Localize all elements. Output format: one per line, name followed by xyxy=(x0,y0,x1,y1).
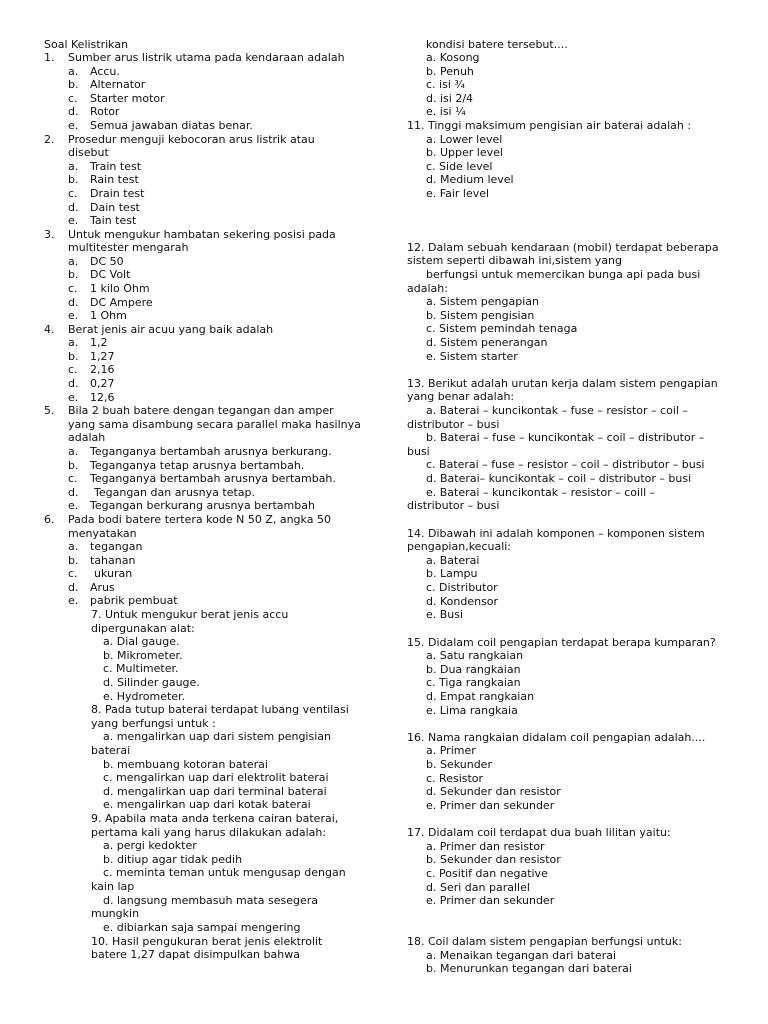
item-text: tahanan xyxy=(90,554,136,567)
item-text: pabrik pembuat xyxy=(90,594,178,607)
item-text: e. Sistem starter xyxy=(426,350,518,363)
item-marker: c. xyxy=(68,567,78,580)
item-text: Semua jawaban diatas benar. xyxy=(90,119,253,132)
item-text: disebut xyxy=(68,146,109,159)
item-marker: c. xyxy=(68,363,78,376)
item-text: 1,27 xyxy=(90,350,115,363)
item-marker: c. xyxy=(68,187,78,200)
item-text: Rotor xyxy=(90,105,120,118)
item-text: menyatakan xyxy=(68,527,137,540)
item-text: b. Upper level xyxy=(426,146,503,159)
item-marker: 3. xyxy=(44,228,55,241)
item-text: Dain test xyxy=(90,201,140,214)
item-text: a. Primer dan resistor xyxy=(426,840,545,853)
item-text: ukuran xyxy=(94,567,133,580)
item-marker: b. xyxy=(68,78,79,91)
item-text: DC Ampere xyxy=(90,296,153,309)
item-marker: c. xyxy=(68,472,78,485)
item-text: yang berfungsi untuk : xyxy=(91,717,216,730)
item-text: 17. Didalam coil terdapat dua buah lilitan yaitu: xyxy=(407,826,671,839)
item-text: mungkin xyxy=(91,907,140,920)
item-text: d. Silinder gauge. xyxy=(103,676,200,689)
item-text: d. mengalirkan uap dari terminal baterai xyxy=(103,785,327,798)
item-text: e. Hydrometer. xyxy=(103,690,186,703)
item-text: Teganganya bertambah arusnya bertambah. xyxy=(90,472,336,485)
item-text: a. Lower level xyxy=(426,133,503,146)
item-text: 2,16 xyxy=(90,363,115,376)
item-text: c. isi ¾ xyxy=(426,78,466,91)
item-text: d. Sistem penerangan xyxy=(426,336,548,349)
item-text: a. Satu rangkaian xyxy=(426,649,524,662)
item-text: b. Mikrometer. xyxy=(103,649,183,662)
item-marker: 1. xyxy=(44,51,55,64)
item-text: d. Empat rangkaian xyxy=(426,690,535,703)
item-text: pengapian,kecuali: xyxy=(407,540,512,553)
item-text: a. mengalirkan uap dari sistem pengisian xyxy=(103,730,331,743)
item-text: b. Dua rangkaian xyxy=(426,663,521,676)
item-text: c. meminta teman untuk mengusap dengan xyxy=(103,866,346,879)
item-marker: c. xyxy=(68,282,78,295)
item-text: Bila 2 buah batere dengan tegangan dan amper xyxy=(68,404,334,417)
item-text: Sumber arus listrik utama pada kendaraan adalah xyxy=(68,51,345,64)
item-marker: a. xyxy=(68,336,79,349)
item-marker: b. xyxy=(68,459,79,472)
item-text: 9. Apabila mata anda terkena cairan baterai, xyxy=(91,812,339,825)
item-text: Pada bodi batere tertera kode N 50 Z, angka 50 xyxy=(68,513,331,526)
item-text: a. Kosong xyxy=(426,51,480,64)
item-text: c. Distributor xyxy=(426,581,498,594)
item-text: Arus xyxy=(90,581,115,594)
item-text: Tegangan dan arusnya tetap. xyxy=(94,486,255,499)
item-marker: e. xyxy=(68,119,79,132)
item-text: baterai xyxy=(91,744,131,757)
item-text: 16. Nama rangkaian didalam coil pengapian adalah.... xyxy=(407,731,706,744)
item-text: d. Seri dan parallel xyxy=(426,881,530,894)
item-marker: a. xyxy=(68,65,79,78)
item-text: Rain test xyxy=(90,173,139,186)
item-text: a. Baterai – kuncikontak – fuse – resistor – coil – xyxy=(426,404,688,417)
item-text: dipergunakan alat: xyxy=(91,622,195,635)
item-marker: b. xyxy=(68,350,79,363)
item-text: Train test xyxy=(90,160,142,173)
item-text: d. langsung membasuh mata sesegera xyxy=(103,894,318,907)
item-text: Tegangan berkurang arusnya bertambah xyxy=(90,499,315,512)
item-text: 1 Ohm xyxy=(90,309,127,322)
item-marker: e. xyxy=(68,309,79,322)
item-marker: d. xyxy=(68,486,79,499)
item-marker: c. xyxy=(68,92,78,105)
item-text: a. pergi kedokter xyxy=(103,839,197,852)
item-marker: e. xyxy=(68,499,79,512)
item-text: c. Sistem pemindah tenaga xyxy=(426,322,578,335)
item-text: c. Tiga rangkaian xyxy=(426,676,521,689)
item-text: b. Baterai – fuse – kuncikontak – coil – distributor – xyxy=(426,431,705,444)
item-text: tegangan xyxy=(90,540,143,553)
item-text: b. Penuh xyxy=(426,65,474,78)
item-text: 10. Hasil pengukuran berat jenis elektrolit xyxy=(91,935,323,948)
item-marker: e. xyxy=(68,594,79,607)
item-text: d. Baterai– kuncikontak – coil – distributor – busi xyxy=(426,472,692,485)
item-text: Tain test xyxy=(90,214,137,227)
item-text: yang benar adalah: xyxy=(407,390,515,403)
item-text: e. Primer dan sekunder xyxy=(426,799,555,812)
item-text: 7. Untuk mengukur berat jenis accu xyxy=(91,608,289,621)
item-text: berfungsi untuk memercikan bunga api pada busi xyxy=(426,268,701,281)
item-text: kain lap xyxy=(91,880,135,893)
item-text: adalah xyxy=(68,431,106,444)
item-text: 0,27 xyxy=(90,377,115,390)
item-text: Berat jenis air acuu yang baik adalah xyxy=(68,323,274,336)
item-marker: a. xyxy=(68,160,79,173)
item-marker: d. xyxy=(68,105,79,118)
item-text: e. Primer dan sekunder xyxy=(426,894,555,907)
item-text: pertama kali yang harus dilakukan adalah: xyxy=(91,826,327,839)
item-text: DC 50 xyxy=(90,255,124,268)
item-marker: e. xyxy=(68,391,79,404)
item-text: Drain test xyxy=(90,187,145,200)
item-text: b. Sistem pengisian xyxy=(426,309,535,322)
item-text: yang sama disambung secara parallel maka hasilnya xyxy=(68,418,361,431)
item-text: c. mengalirkan uap dari elektrolit baterai xyxy=(103,771,329,784)
item-marker: b. xyxy=(68,268,79,281)
item-marker: a. xyxy=(68,255,79,268)
item-text: a. Primer xyxy=(426,744,476,757)
item-text: b. Menurunkan tegangan dari baterai xyxy=(426,962,632,975)
item-text: b. Lampu xyxy=(426,567,478,580)
item-text: 11. Tinggi maksimum pengisian air baterai adalah : xyxy=(407,119,692,132)
item-text: c. Side level xyxy=(426,160,493,173)
item-marker: 6. xyxy=(44,513,55,526)
item-text: d. Kondensor xyxy=(426,595,499,608)
item-text: b. membuang kotoran baterai xyxy=(103,758,268,771)
item-marker: b. xyxy=(68,554,79,567)
item-text: c. Multimeter. xyxy=(103,662,179,675)
item-text: DC Volt xyxy=(90,268,131,281)
item-text: a. Menaikan tegangan dari baterai xyxy=(426,949,617,962)
item-text: Untuk mengukur hambatan sekering posisi pada xyxy=(68,228,336,241)
item-text: d. isi 2/4 xyxy=(426,92,474,105)
item-text: Alternator xyxy=(90,78,146,91)
item-text: e. mengalirkan uap dari kotak baterai xyxy=(103,798,311,811)
item-text: d. Medium level xyxy=(426,173,514,186)
item-marker: d. xyxy=(68,377,79,390)
item-text: 1 kilo Ohm xyxy=(90,282,150,295)
item-text: e. Busi xyxy=(426,608,464,621)
item-text: Starter motor xyxy=(90,92,165,105)
item-marker: 5. xyxy=(44,404,55,417)
item-text: Soal Kelistrikan xyxy=(44,38,129,51)
item-marker: a. xyxy=(68,445,79,458)
item-text: e. Baterai – kuncikontak – resistor – coill – xyxy=(426,486,656,499)
item-text: 14. Dibawah ini adalah komponen – komponen sistem xyxy=(407,527,705,540)
item-text: 1,2 xyxy=(90,336,108,349)
item-text: 8. Pada tutup baterai terdapat lubang ventilasi xyxy=(91,703,349,716)
item-text: 15. Didalam coil pengapian terdapat berapa kumparan? xyxy=(407,636,716,649)
item-text: 12,6 xyxy=(90,391,115,404)
item-text: e. Fair level xyxy=(426,187,490,200)
item-text: a. Baterai xyxy=(426,554,480,567)
item-text: a. Dial gauge. xyxy=(103,635,180,648)
item-text: batere 1,27 dapat disimpulkan bahwa xyxy=(91,948,300,961)
item-text: d. Sekunder dan resistor xyxy=(426,785,561,798)
item-text: a. Sistem pengapian xyxy=(426,295,539,308)
item-text: distributor – busi xyxy=(407,418,500,431)
item-text: Teganganya tetap arusnya bertambah. xyxy=(90,459,305,472)
item-text: c. Baterai – fuse – resistor – coil – distributor – busi xyxy=(426,458,705,471)
item-text: 18. Coil dalam sistem pengapian berfungsi untuk: xyxy=(407,935,682,948)
item-text: b. Sekunder xyxy=(426,758,492,771)
item-text: adalah: xyxy=(407,282,448,295)
item-marker: b. xyxy=(68,173,79,186)
item-text: sistem seperti dibawah ini,sistem yang xyxy=(407,254,623,267)
item-text: distributor – busi xyxy=(407,499,500,512)
item-text: b. ditiup agar tidak pedih xyxy=(103,853,243,866)
item-text: e. dibiarkan saja sampai mengering xyxy=(103,921,301,934)
item-text: multitester mengarah xyxy=(68,241,189,254)
item-marker: d. xyxy=(68,296,79,309)
item-marker: 2. xyxy=(44,133,55,146)
item-text: kondisi batere tersebut.... xyxy=(426,38,568,51)
item-marker: a. xyxy=(68,540,79,553)
item-text: c. Positif dan negative xyxy=(426,867,548,880)
item-marker: d. xyxy=(68,581,79,594)
item-text: 13. Berikut adalah urutan kerja dalam sistem pengapian xyxy=(407,377,718,390)
item-text: c. Resistor xyxy=(426,772,484,785)
item-text: e. Lima rangkaia xyxy=(426,704,518,717)
item-text: b. Sekunder dan resistor xyxy=(426,853,561,866)
item-text: e. isi ¼ xyxy=(426,105,466,118)
item-text: Accu. xyxy=(90,65,120,78)
item-marker: d. xyxy=(68,201,79,214)
item-text: 12. Dalam sebuah kendaraan (mobil) terdapat beberapa xyxy=(407,241,719,254)
item-text: Prosedur menguji kebocoran arus listrik atau xyxy=(68,133,315,146)
item-text: Teganganya bertambah arusnya berkurang. xyxy=(90,445,332,458)
item-marker: 4. xyxy=(44,323,55,336)
item-marker: e. xyxy=(68,214,79,227)
item-text: busi xyxy=(407,445,430,458)
